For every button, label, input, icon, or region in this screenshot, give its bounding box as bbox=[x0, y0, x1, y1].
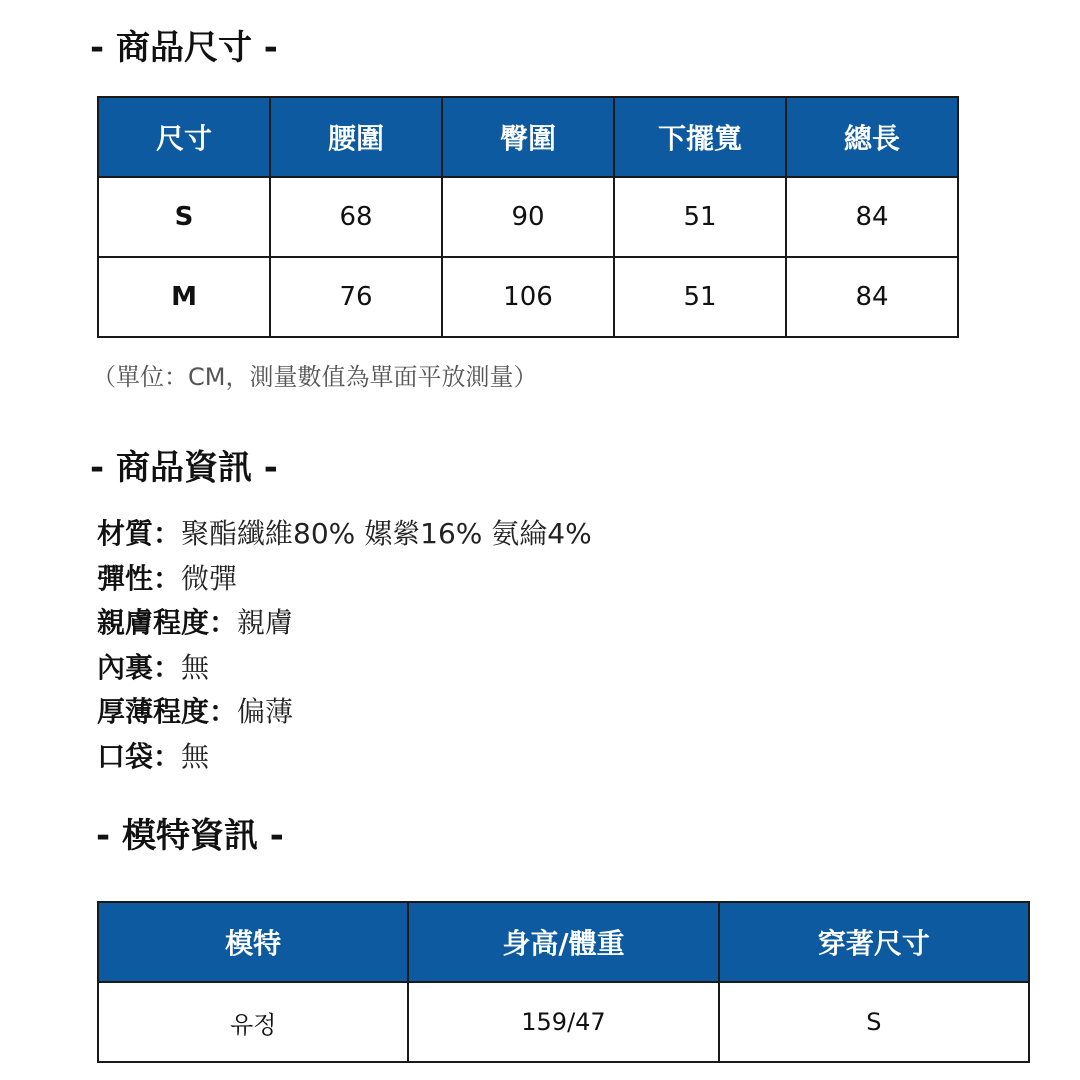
info-label: 厚薄程度： bbox=[97, 695, 238, 728]
hip-cell: 106 bbox=[442, 257, 614, 337]
info-label: 口袋： bbox=[97, 739, 182, 773]
waist-cell: 68 bbox=[270, 177, 442, 257]
info-value: 無 bbox=[181, 739, 210, 773]
table-row bbox=[98, 257, 958, 337]
size-table-header-row bbox=[98, 97, 958, 177]
length-cell: 84 bbox=[786, 257, 958, 337]
measurement-note: （單位：CM，測量數值為單面平放測量） bbox=[92, 363, 538, 391]
size-cell: S bbox=[98, 177, 270, 257]
info-label: 彈性： bbox=[97, 561, 182, 595]
info-item-thickness bbox=[97, 692, 592, 737]
info-section-title: - 商品資訊 - bbox=[90, 448, 278, 488]
info-label: 內裏： bbox=[97, 650, 182, 684]
size-header-waist: 腰圍 bbox=[270, 97, 442, 177]
hem-width-cell: 51 bbox=[614, 257, 786, 337]
length-cell: 84 bbox=[786, 177, 958, 257]
size-section-title: - 商品尺寸 - bbox=[90, 28, 278, 68]
model-name-cell: 유정 bbox=[98, 982, 408, 1062]
info-value: 偏薄 bbox=[237, 695, 294, 728]
model-header-name: 模特 bbox=[98, 902, 408, 982]
model-table bbox=[97, 901, 1030, 1063]
size-header-hem-width: 下擺寬 bbox=[614, 97, 786, 177]
table-row bbox=[98, 982, 1029, 1062]
model-header-height-weight: 身高/體重 bbox=[408, 902, 718, 982]
info-value: 無 bbox=[181, 650, 210, 684]
info-label: 材質： bbox=[97, 517, 182, 550]
model-header-worn-size: 穿著尺寸 bbox=[719, 902, 1029, 982]
table-row bbox=[98, 177, 958, 257]
info-item-lining bbox=[97, 648, 592, 693]
info-item-elasticity bbox=[97, 559, 592, 604]
info-value: 微彈 bbox=[181, 561, 238, 595]
info-value: 聚酯纖維80% 嫘縈16% 氨綸4% bbox=[181, 517, 592, 550]
info-item-skin-friendliness bbox=[97, 603, 592, 648]
height-weight-cell: 159/47 bbox=[408, 982, 718, 1062]
info-label: 親膚程度： bbox=[97, 606, 238, 639]
info-item-material bbox=[97, 514, 592, 559]
product-info-list bbox=[97, 514, 592, 781]
model-section-title: - 模特資訊 - bbox=[96, 816, 284, 856]
info-value: 親膚 bbox=[237, 606, 294, 639]
model-table-header-row bbox=[98, 902, 1029, 982]
waist-cell: 76 bbox=[270, 257, 442, 337]
hem-width-cell: 51 bbox=[614, 177, 786, 257]
size-header-hip: 臀圍 bbox=[442, 97, 614, 177]
size-header-size: 尺寸 bbox=[98, 97, 270, 177]
size-table bbox=[97, 96, 959, 338]
worn-size-cell: S bbox=[719, 982, 1029, 1062]
size-cell: M bbox=[98, 257, 270, 337]
hip-cell: 90 bbox=[442, 177, 614, 257]
info-item-pocket bbox=[97, 737, 592, 782]
size-header-length: 總長 bbox=[786, 97, 958, 177]
